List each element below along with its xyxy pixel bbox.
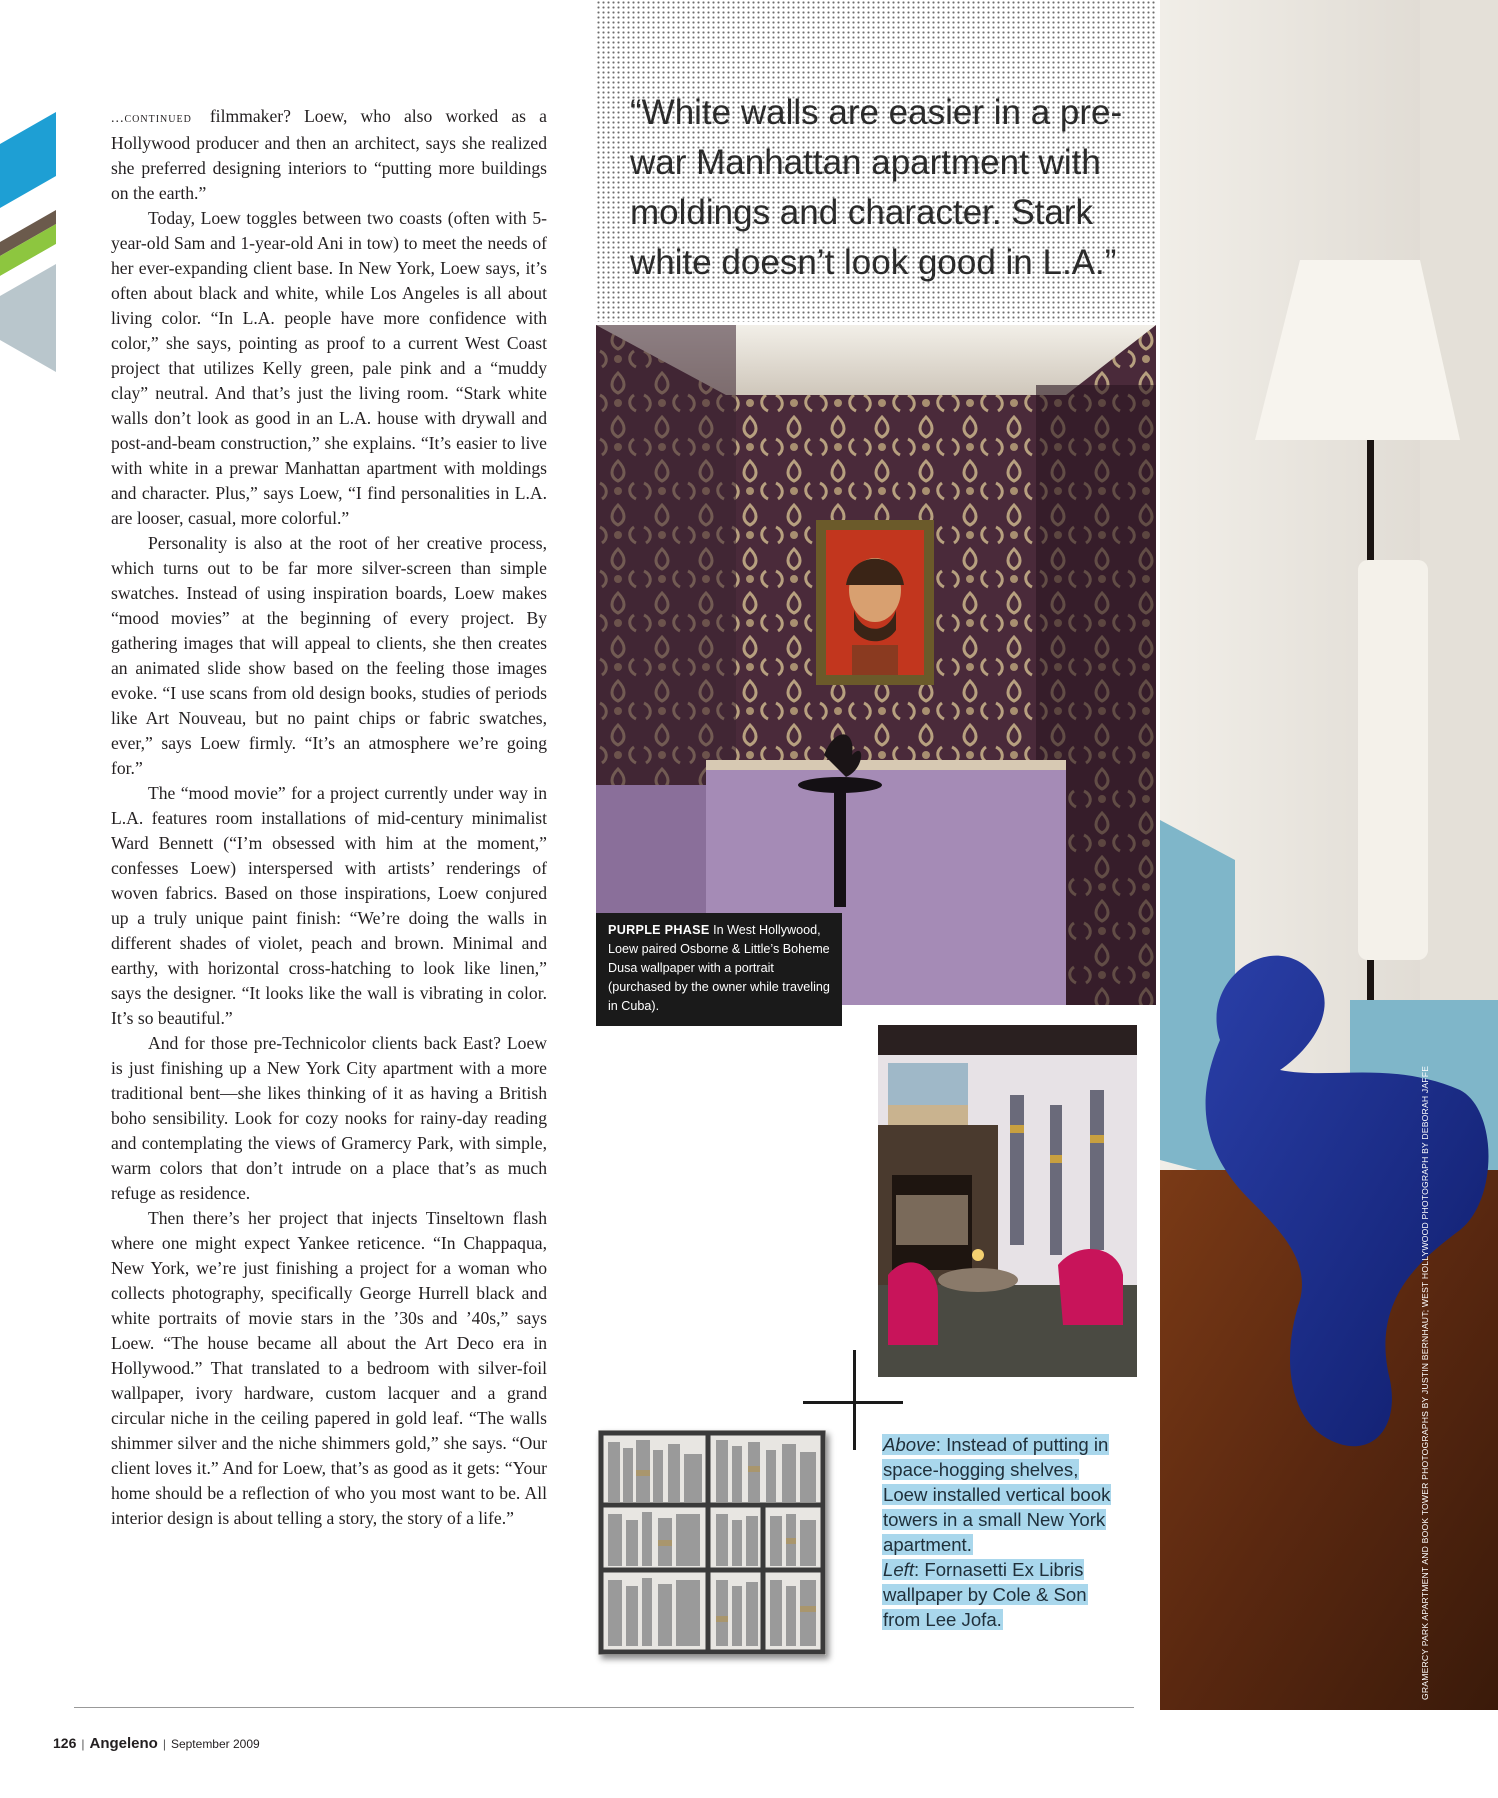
- caption-left-label: Left: [883, 1559, 915, 1580]
- photo-credit: GRAMERCY PARK APARTMENT AND BOOK TOWER PHOTOGRAPHS BY JUSTIN BERNHAUT; WEST HOLLYWOOD PHOTOGRAPH BY DEBORAH JAFFE: [1420, 1065, 1430, 1700]
- caption-text: In West Hollywood, Loew paired Osborne & Little’s Boheme Dusa wallpaper with a portrait (purchased by the owner while traveling in Cuba).: [608, 923, 830, 1013]
- article-paragraph: Today, Loew toggles between two coasts (often with 5-year-old Sam and 1-year-old Ani in tow) to meet the needs of her ever-expanding client base. In New York, Loew says, it’s often about black and white, while Los Angeles is all about living color. “In L.A. people have more confidence with color,” she says, pointing as proof to a current West Coast project that utilizes Kelly green, pale pink and a “muddy clay” neutral. And that’s just the living room. “Stark white walls don’t look as good in an L.A. house with drywall and post-and-beam construction,” she explains. “It’s easier to live with white in a prewar Manhattan apartment with moldings and character. Plus,” says Loew, “I find personalities in L.A. are looser, casual, more colorful.”: [111, 208, 547, 528]
- issue-date: September 2009: [170, 1737, 260, 1751]
- article-paragraph: Personality is also at the root of her creative process, which turns out to be far more silver-screen than simple swatches. Instead of using inspiration boards, Loew makes “mood movies” at the beginning of every project. By gathering images that will appeal to clients, she then creates an animated slide show based on the feeling those images evoke. “I use scans from old design books, studies of periods like Art Nouveau, but no paint chips or fabric swatches, ever,” says Loew firmly. “It’s an atmosphere we’re going for.”: [111, 533, 547, 778]
- photo-credit-wrap: [1420, 1000, 1434, 1700]
- photo-book-towers-library: [878, 1025, 1137, 1377]
- article-paragraph: Then there’s her project that injects Tinseltown flash where one might expect Yankee reticence. “In Chappaqua, New York, we’re just finishing a project for a woman who collects photography, specifically George Hurrell black and white portraits of movie stars in the ’30s and ’40s,” says Loew. “The house became all about the Art Deco era in Hollywood.” That translated to a bedroom with silver-foil wallpaper, ivory hardware, custom lacquer and a grand circular niche in the ceiling papered in gold leaf. “The walls shimmer silver and the niche shimmers gold,” she says. “Our client loves it.” And for Loew, that’s as good as it gets: “Your home should be a reflection of who you most want to be. All interior design is about telling a story, the story of a life.”: [111, 1208, 547, 1528]
- crosshair-vertical: [853, 1350, 856, 1450]
- article-paragraph: And for those pre-Technicolor clients back East? Loew is just finishing up a New York City apartment with a more traditional bent—she likes thinking of it as having a British boho sensibility. Look for cozy nooks for rainy-day reading and contemplating the views of Gramercy Park, with simple, warm colors that don’t intrude on a place that’s as much refuge as residence.: [111, 1033, 547, 1203]
- photo-caption-purple-phase: [596, 913, 842, 1026]
- photo-ex-libris-wallpaper: [598, 1430, 826, 1655]
- article-body: [111, 104, 547, 1531]
- pull-quote: “White walls are easier in a pre-war Manhattan apartment with moldings and character. Stark white doesn’t look good in L.A.”: [630, 93, 1123, 282]
- photo-blue-chair: [1160, 0, 1498, 1710]
- continued-label: ...continued: [111, 111, 192, 126]
- decorative-chevrons: [0, 112, 56, 372]
- page-number: 126: [53, 1735, 77, 1751]
- article-paragraph: ...continued filmmaker? Loew, who also worked as a Hollywood producer and then an architect, says she realized she preferred designing interiors to “putting more buildings on the earth.”: [111, 106, 547, 203]
- magazine-name: Angeleno: [89, 1735, 158, 1752]
- side-caption: [882, 1432, 1122, 1632]
- caption-heading: PURPLE PHASE: [608, 923, 710, 937]
- caption-above-text: : Instead of putting in space-hogging shelves, Loew installed vertical book towers in a small New York apartment.: [883, 1434, 1111, 1555]
- article-paragraph: The “mood movie” for a project currently under way in L.A. features room installations of mid-century minimalist Ward Bennett (“I’m obsessed with him at the moment,” confesses Loew) interspersed with artists’ renderings of woven fabrics. Based on those inspirations, Loew conjured up a truly unique paint finish: “We’re doing the walls in different shades of violet, peach and brown. Minimal and earthy, with horizontal cross-hatching to look like linen,” says the designer. “It looks like the wall is vibrating in color. It’s so beautiful.”: [111, 783, 547, 1028]
- caption-above-label: Above: [883, 1434, 936, 1455]
- footer-rule: [74, 1707, 1134, 1708]
- page-footer: 126 | Angeleno | September 2009: [53, 1735, 260, 1752]
- caption-left-text: : Fornasetti Ex Libris wallpaper by Cole & Son from Lee Jofa.: [883, 1559, 1087, 1630]
- photo-purple-hallway: [596, 325, 1156, 1005]
